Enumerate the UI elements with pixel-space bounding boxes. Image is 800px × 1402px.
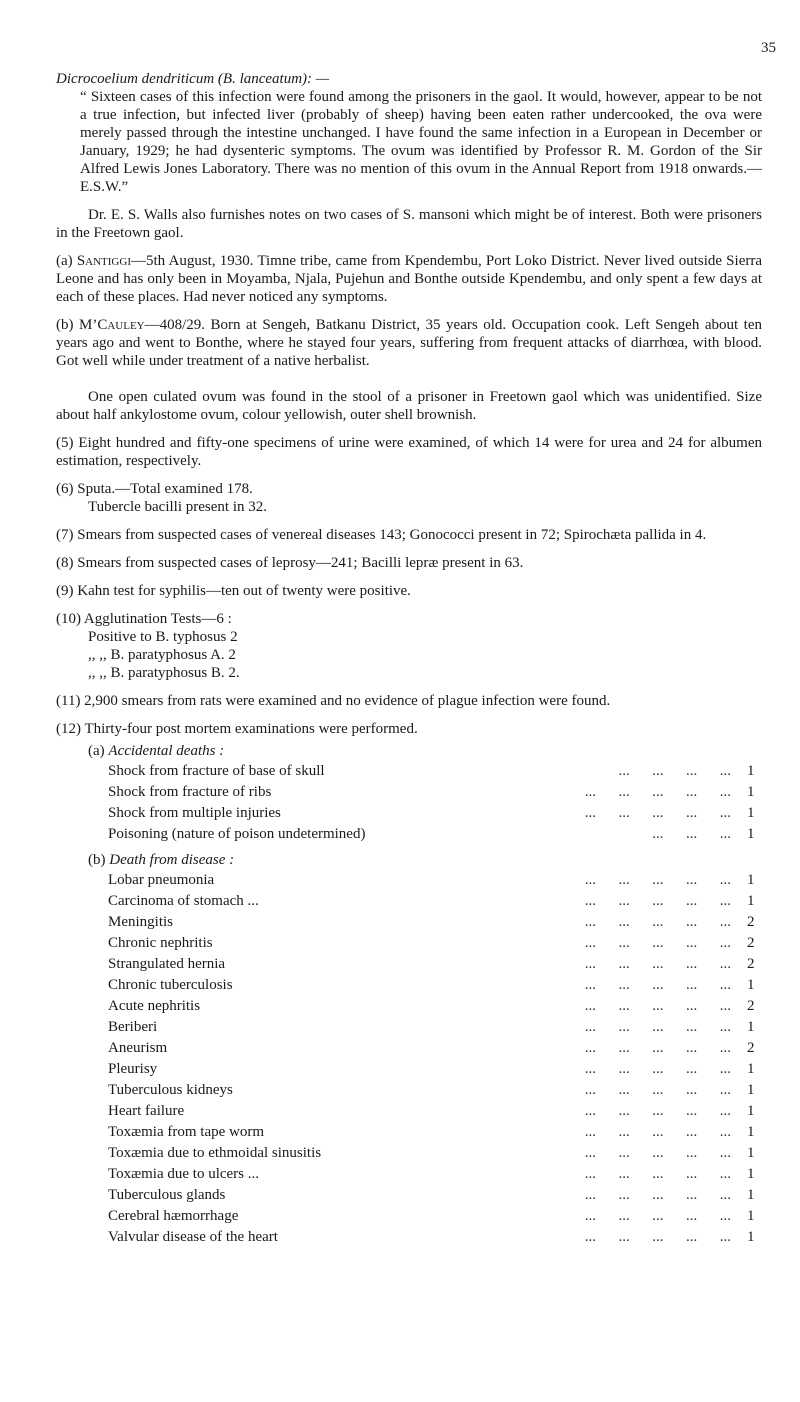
dot-leader: ... ... ... ... ... <box>584 784 731 800</box>
row-count: 1 <box>747 1145 755 1161</box>
accidental-deaths-list <box>108 761 763 845</box>
row-count: 1 <box>747 784 755 800</box>
row-description: Tuberculous kidneys <box>108 1082 233 1098</box>
row-description: Poisoning (nature of poison undetermined) <box>108 826 366 842</box>
row-description: Pleurisy <box>108 1061 158 1077</box>
row-count: 1 <box>747 1208 755 1224</box>
page-content <box>56 70 762 1248</box>
row-count: 2 <box>747 935 755 951</box>
section-heading: Dicrocoelium dendriticum (B. lanceatum): — <box>56 71 330 87</box>
table-row <box>108 824 763 845</box>
dot-leader: ... ... ... ... ... <box>584 893 731 909</box>
row-description: Lobar pneumonia <box>108 872 215 888</box>
row-description: Shock from fracture of ribs <box>108 784 272 800</box>
quoted-note: “ Sixteen cases of this infection were found among the prisoners in the gaol. It would, however, appear to be not a true infection, but infected liver (probably of sheep) having been eaten rather undercooked, the ova were merely passed through the intestine unchanged. I have found the same infection in a European in December or January, 1929; he had dysenteric symptoms. The ovum was identified by Professor R. M. Gordon of the Sir Alfred Lewis Jones Laboratory. There was no mention of this ovum in the Annual Report from 1918 onwards.—E.S.W.” <box>80 89 762 195</box>
row-description: Tuberculous glands <box>108 1187 226 1203</box>
table-row <box>108 1206 763 1227</box>
table-row <box>108 1164 763 1185</box>
table-row <box>108 870 763 891</box>
row-count: 1 <box>747 1082 755 1098</box>
row-count: 1 <box>747 1061 755 1077</box>
table-row <box>108 1101 763 1122</box>
row-description: Acute nephritis <box>108 998 201 1014</box>
dot-leader: ... ... ... ... ... <box>584 1145 731 1161</box>
disease-label: (b) <box>88 852 106 868</box>
row-description: Aneurism <box>108 1040 168 1056</box>
table-row <box>108 891 763 912</box>
row-count: 1 <box>747 1019 755 1035</box>
page-number: 35 <box>761 40 776 56</box>
row-count: 1 <box>747 1166 755 1182</box>
row-description: Shock from multiple injuries <box>108 805 281 821</box>
case-a-name: Santiggi <box>76 253 131 269</box>
row-count: 2 <box>747 998 755 1014</box>
dot-leader: ... ... ... ... ... <box>584 935 731 951</box>
row-count: 1 <box>747 893 755 909</box>
item-6 <box>56 480 762 516</box>
dot-leader: ... ... ... ... ... <box>584 805 731 821</box>
item-12: (12) Thirty-four post mortem examinations were performed. <box>56 721 418 737</box>
table-row <box>108 1017 763 1038</box>
case-b-label: (b) <box>56 317 74 333</box>
table-row <box>108 954 763 975</box>
item-10-line-2: ,, ,, B. paratyphosus A. 2 <box>88 647 236 663</box>
row-description: Strangulated hernia <box>108 956 226 972</box>
row-description: Cerebral hæmorrhage <box>108 1208 239 1224</box>
item-6-tb: Tubercle bacilli present in 32. <box>88 499 267 515</box>
dot-leader: ... ... ... ... ... <box>584 977 731 993</box>
table-row <box>108 803 763 824</box>
table-row <box>108 996 763 1017</box>
table-row <box>108 1080 763 1101</box>
item-6-total: —Total examined 178. <box>115 481 253 497</box>
table-row <box>108 782 763 803</box>
item-10-title: (10) Agglutination Tests—6 : <box>56 611 232 627</box>
case-a-text: —5th August, 1930. Timne tribe, came from Kpendembu, Port Loko District. Never lived outside Sierra Leone and has only been in Moyamba, Njala, Pujehun and Bonthe outside Kpendembu, and only spent a few days at each of these places. Had never noticed any symptoms. <box>56 253 762 305</box>
case-b <box>56 316 762 370</box>
dot-leader: ... ... ... ... <box>618 763 731 779</box>
row-description: Heart failure <box>108 1103 185 1119</box>
item-6-title: (6) Sputa. <box>56 481 116 497</box>
row-count: 1 <box>747 1103 755 1119</box>
table-row <box>108 933 763 954</box>
row-count: 2 <box>747 1040 755 1056</box>
dot-leader: ... ... ... ... ... <box>584 1124 731 1140</box>
row-count: 1 <box>747 826 755 842</box>
row-description: Shock from fracture of base of skull <box>108 763 325 779</box>
dot-leader: ... ... ... ... ... <box>584 1208 731 1224</box>
dot-leader: ... ... ... ... ... <box>584 956 731 972</box>
row-count: 1 <box>747 1187 755 1203</box>
table-row <box>108 1122 763 1143</box>
dot-leader: ... ... ... ... ... <box>584 1166 731 1182</box>
table-row <box>108 1143 763 1164</box>
case-b-text: —408/29. Born at Sengeh, Batkanu District, 35 years old. Occupation cook. Left Sengeh about ten years ago and went to Bonthe, where he stayed four years, suffering from frequent attacks of diarrhœa, with blood. Got well while under treatment of a native herbalist. <box>56 317 762 369</box>
row-description: Carcinoma of stomach ... <box>108 893 259 909</box>
item-10-line-3: ,, ,, B. paratyphosus B. 2. <box>88 665 240 681</box>
row-description: Toxæmia due to ethmoidal sinusitis <box>108 1145 322 1161</box>
item-10-line-1: Positive to B. typhosus 2 <box>88 629 238 645</box>
table-row <box>108 1059 763 1080</box>
case-b-name: M’Cauley <box>79 317 145 333</box>
row-count: 2 <box>747 956 755 972</box>
disease-deaths-list <box>108 870 763 1248</box>
row-count: 1 <box>747 977 755 993</box>
dot-leader: ... ... ... ... ... <box>584 1187 731 1203</box>
dot-leader: ... ... ... ... ... <box>584 998 731 1014</box>
row-count: 2 <box>747 914 755 930</box>
row-description: Toxæmia from tape worm <box>108 1124 264 1140</box>
dot-leader: ... ... ... <box>652 826 731 842</box>
item-8: (8) Smears from suspected cases of leprosy—241; Bacilli lepræ present in 63. <box>56 555 524 571</box>
dot-leader: ... ... ... ... ... <box>584 1082 731 1098</box>
walls-intro: Dr. E. S. Walls also furnishes notes on two cases of S. mansoni which might be of interest. Both were prisoners in the Freetown gaol. <box>56 207 762 241</box>
table-row <box>108 912 763 933</box>
row-description: Valvular disease of the heart <box>108 1229 278 1245</box>
item-10 <box>56 610 762 682</box>
item-9: (9) Kahn test for syphilis—ten out of twenty were positive. <box>56 583 411 599</box>
disease-deaths-title <box>88 851 762 869</box>
dot-leader: ... ... ... ... ... <box>584 1040 731 1056</box>
row-count: 1 <box>747 1229 755 1245</box>
disease-title: Death from disease : <box>109 852 235 868</box>
table-row <box>108 1227 763 1248</box>
dot-leader: ... ... ... ... ... <box>584 914 731 930</box>
row-description: Meningitis <box>108 914 174 930</box>
row-count: 1 <box>747 805 755 821</box>
row-description: Chronic tuberculosis <box>108 977 233 993</box>
ovum-note: One open culated ovum was found in the stool of a prisoner in Freetown gaol which was unidentified. Size about half ankylostome ovum, colour yellowish, outer shell brownish. <box>56 389 762 423</box>
row-count: 1 <box>747 763 755 779</box>
accidental-title: Accidental deaths : <box>108 743 225 759</box>
item-5: (5) Eight hundred and fifty-one specimens of urine were examined, of which 14 were for urea and 24 for albumen estimation, respectively. <box>56 435 762 469</box>
case-a-label: (a) <box>56 253 73 269</box>
table-row <box>108 1038 763 1059</box>
accidental-deaths-title <box>88 742 762 760</box>
dot-leader: ... ... ... ... ... <box>584 1103 731 1119</box>
row-count: 1 <box>747 872 755 888</box>
item-7: (7) Smears from suspected cases of venereal diseases 143; Gonococci present in 72; Spirochæta pallida in 4. <box>56 527 707 543</box>
row-description: Toxæmia due to ulcers ... <box>108 1166 260 1182</box>
dot-leader: ... ... ... ... ... <box>584 1229 731 1245</box>
dot-leader: ... ... ... ... ... <box>584 1061 731 1077</box>
dot-leader: ... ... ... ... ... <box>584 872 731 888</box>
table-row <box>108 975 763 996</box>
dot-leader: ... ... ... ... ... <box>584 1019 731 1035</box>
case-a <box>56 252 762 306</box>
accidental-label: (a) <box>88 743 105 759</box>
row-description: Chronic nephritis <box>108 935 213 951</box>
table-row <box>108 761 763 782</box>
table-row <box>108 1185 763 1206</box>
row-count: 1 <box>747 1124 755 1140</box>
row-description: Beriberi <box>108 1019 158 1035</box>
item-11: (11) 2,900 smears from rats were examined and no evidence of plague infection were found. <box>56 693 611 709</box>
